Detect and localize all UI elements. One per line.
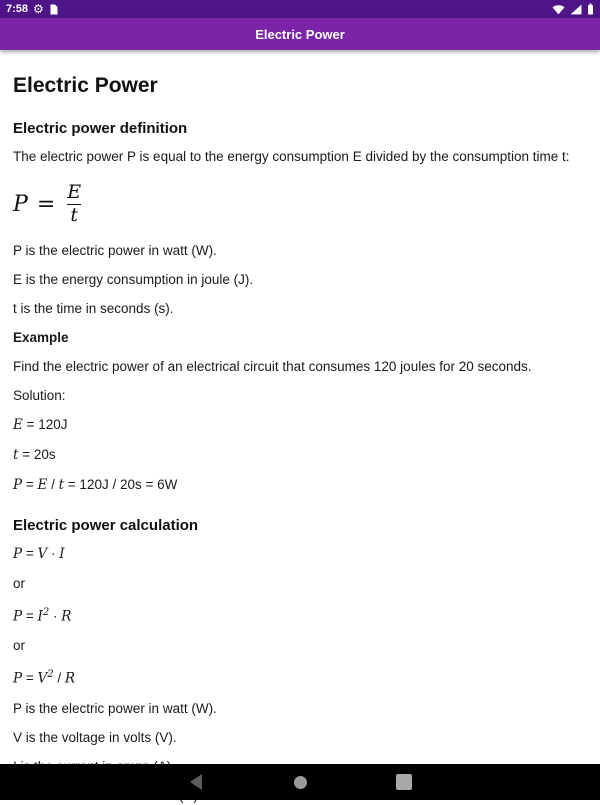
definition-heading: Electric power definition bbox=[13, 120, 188, 137]
calculation-line-or: or bbox=[13, 638, 26, 654]
recents-button[interactable] bbox=[392, 770, 416, 794]
calculation-line: $P = V^2 / R$ bbox=[13, 669, 76, 687]
example-heading: Example bbox=[13, 329, 69, 345]
page-title: Electric Power bbox=[13, 74, 158, 97]
definition-intro: The electric power P is equal to the energy consumption E divided by the consumption time t: bbox=[13, 149, 570, 164]
formula-denominator: t bbox=[67, 204, 81, 227]
solution-line: E = 120J bbox=[13, 416, 68, 433]
battery-icon bbox=[587, 3, 594, 15]
app-bar bbox=[0, 18, 600, 50]
wifi-icon bbox=[552, 4, 565, 15]
solution-label: Solution: bbox=[13, 387, 66, 403]
home-button[interactable] bbox=[288, 770, 312, 794]
back-button[interactable] bbox=[184, 770, 208, 794]
calculation-heading: Electric power calculation bbox=[13, 516, 199, 534]
solution-line: t = 20s bbox=[13, 446, 56, 463]
content-scroll-area[interactable] bbox=[0, 74, 600, 788]
example-text: Find the electric power of an electrical circuit that consumes 120 joules for 20 seconds. bbox=[13, 358, 532, 374]
calculation-definition-line: P is the electric power in watt (W). bbox=[13, 700, 217, 716]
home-circle-icon bbox=[294, 776, 307, 789]
solution-line: P = E / t = 120J / 20s = 6W bbox=[13, 476, 178, 493]
status-time: 7:58 bbox=[6, 3, 29, 15]
calculation-definition-line: V is the voltage in volts (V). bbox=[13, 729, 177, 745]
formula-equals: = bbox=[36, 191, 56, 217]
formula-numerator: E bbox=[67, 181, 82, 203]
recents-square-icon bbox=[396, 774, 412, 790]
formula-lhs: P bbox=[13, 191, 28, 217]
cellular-signal-icon bbox=[570, 4, 582, 15]
status-bar bbox=[0, 0, 600, 18]
back-triangle-icon bbox=[188, 773, 204, 791]
power-formula bbox=[13, 182, 587, 227]
file-icon bbox=[49, 4, 58, 15]
definition-line: P is the electric power in watt (W). bbox=[13, 242, 217, 258]
definition-line: t is the time in seconds (s). bbox=[13, 300, 174, 316]
formula-fraction bbox=[64, 182, 84, 227]
app-bar-title: Electric Power bbox=[255, 26, 345, 42]
calculation-line-or: or bbox=[13, 575, 26, 591]
settings-gear-icon: ⚙ bbox=[33, 2, 44, 16]
navigation-bar bbox=[0, 764, 600, 800]
definition-line: E is the energy consumption in joule (J). bbox=[13, 271, 254, 287]
calculation-line: $P = I^2 \cdot R$ bbox=[13, 606, 72, 625]
calculation-line: P = V · I bbox=[13, 545, 65, 562]
